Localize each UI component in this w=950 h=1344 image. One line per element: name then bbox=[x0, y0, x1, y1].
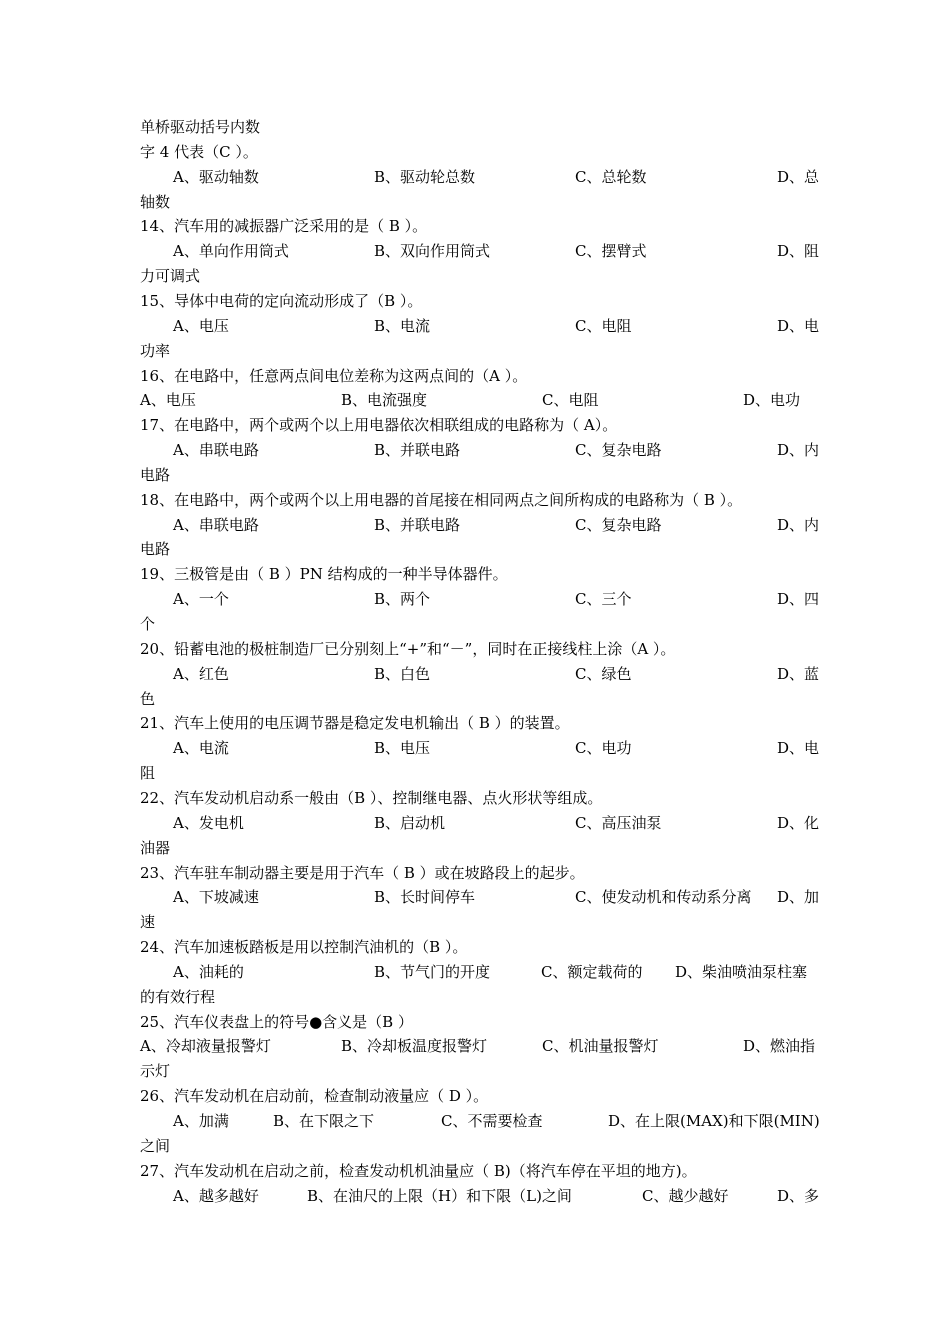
text-line: 油器 bbox=[140, 838, 171, 857]
options-row bbox=[140, 438, 820, 463]
option-c: C、电功 bbox=[575, 739, 632, 758]
text-line: 的有效行程 bbox=[140, 987, 216, 1006]
option-d: D、加 bbox=[777, 888, 820, 907]
option-a: A、越多越好 bbox=[173, 1186, 259, 1205]
option-d: D、内 bbox=[777, 515, 820, 534]
option-c: C、使发动机和传动系分离 bbox=[575, 888, 752, 907]
options-row bbox=[140, 165, 820, 190]
text-line: 功率 bbox=[140, 341, 171, 360]
option-b: B、驱动轮总数 bbox=[374, 167, 476, 186]
text-line: 14、汽车用的减振器广泛采用的是（ B ）。 bbox=[140, 217, 428, 236]
options-row bbox=[140, 960, 812, 985]
option-c: C、高压油泵 bbox=[575, 813, 662, 832]
option-d: D、柴油喷油泵柱塞 bbox=[675, 962, 808, 981]
text-line: 22、汽车发动机启动系一般由（B ）、控制继电器、点火形状等组成。 bbox=[140, 788, 603, 807]
options-row bbox=[140, 662, 820, 687]
option-b: B、并联电路 bbox=[374, 515, 461, 534]
options-row bbox=[140, 513, 820, 538]
option-c: C、总轮数 bbox=[575, 167, 647, 186]
text-line: 27、汽车发动机在启动之前，检查发动机机油量应（ B)（将汽车停在平坦的地方)。 bbox=[140, 1161, 697, 1180]
text-line: 23、汽车驻车制动器主要是用于汽车（ B ）或在坡路段上的起步。 bbox=[140, 863, 585, 882]
text-line: 电路 bbox=[140, 465, 171, 484]
option-a: A、电流 bbox=[173, 739, 229, 758]
text-line: 21、汽车上使用的电压调节器是稳定发电机输出（ B ）的装置。 bbox=[140, 714, 570, 733]
option-a: A、电压 bbox=[140, 391, 196, 410]
text-line: 之间 bbox=[140, 1136, 171, 1155]
text-line: 18、在电路中，两个或两个以上用电器的首尾接在相同两点之间所构成的电路称为（ B ）。 bbox=[140, 490, 743, 509]
option-b: B、两个 bbox=[374, 590, 431, 609]
option-d: D、燃油指 bbox=[743, 1037, 816, 1056]
text-line: 26、汽车发动机在启动前，检查制动液量应（ D ）。 bbox=[140, 1087, 489, 1106]
option-b: B、节气门的开度 bbox=[374, 962, 491, 981]
option-b: B、双向作用筒式 bbox=[374, 242, 491, 261]
text-line: 轴数 bbox=[140, 192, 171, 211]
option-d: D、总 bbox=[777, 167, 820, 186]
text-line: 24、汽车加速板踏板是用以控制汽油机的（B ）。 bbox=[140, 938, 468, 957]
option-a: A、红色 bbox=[173, 664, 229, 683]
text-line: 个 bbox=[140, 615, 156, 633]
options-row bbox=[140, 1184, 820, 1209]
options-row bbox=[140, 736, 820, 761]
option-c: C、复杂电路 bbox=[575, 441, 662, 460]
text-line: 色 bbox=[140, 689, 156, 708]
option-a: A、加满 bbox=[173, 1112, 229, 1130]
option-d: D、在上限(MAX)和下限(MIN) bbox=[608, 1112, 820, 1130]
text-line: 电路 bbox=[140, 540, 171, 559]
option-a: A、串联电路 bbox=[173, 515, 259, 534]
option-c: C、摆臂式 bbox=[575, 242, 647, 261]
option-d: D、阻 bbox=[777, 242, 820, 261]
option-c: C、绿色 bbox=[575, 664, 632, 683]
option-a: A、油耗的 bbox=[173, 962, 244, 981]
option-b: B、电流 bbox=[374, 316, 431, 335]
option-b: B、并联电路 bbox=[374, 441, 461, 460]
text-line: 17、在电路中，两个或两个以上用电器依次相联组成的电路称为（ A）。 bbox=[140, 416, 618, 435]
text-line: 单桥驱动括号内数 bbox=[140, 118, 261, 136]
option-d: D、电 bbox=[777, 316, 820, 335]
options-row bbox=[140, 239, 820, 264]
option-c: C、电阻 bbox=[542, 391, 599, 410]
option-a: A、一个 bbox=[173, 590, 229, 609]
option-b: B、冷却板温度报警灯 bbox=[341, 1037, 488, 1056]
option-d: D、多 bbox=[777, 1186, 820, 1205]
option-c: C、复杂电路 bbox=[575, 515, 662, 534]
options-row bbox=[140, 587, 820, 612]
options-row bbox=[140, 1034, 816, 1059]
option-a: A、驱动轴数 bbox=[173, 167, 259, 186]
text-line: 速 bbox=[140, 913, 156, 932]
option-c: C、额定载荷的 bbox=[541, 962, 643, 981]
option-d: D、蓝 bbox=[777, 664, 820, 683]
options-row bbox=[140, 811, 820, 836]
text-line: 16、在电路中，任意两点间电位差称为这两点间的（A ）。 bbox=[140, 366, 528, 385]
option-b: B、启动机 bbox=[374, 813, 446, 832]
option-a: A、串联电路 bbox=[173, 441, 259, 460]
option-c: C、越少越好 bbox=[642, 1186, 729, 1205]
option-d: D、内 bbox=[777, 441, 820, 460]
text-line: 阻 bbox=[140, 764, 156, 783]
option-d: D、四 bbox=[777, 590, 820, 609]
options-row bbox=[140, 314, 820, 339]
option-a: A、冷却液量报警灯 bbox=[140, 1037, 271, 1056]
option-b: B、白色 bbox=[374, 664, 431, 683]
text-line: 25、汽车仪表盘上的符号●含义是（B ） bbox=[140, 1012, 413, 1031]
option-b: B、在油尺的上限（H）和下限（L)之间 bbox=[307, 1186, 572, 1205]
option-d: D、电 bbox=[777, 739, 820, 758]
option-a: A、发电机 bbox=[173, 813, 244, 832]
option-b: B、电压 bbox=[374, 739, 431, 758]
option-d: D、电功 bbox=[743, 391, 801, 410]
option-b: B、长时间停车 bbox=[374, 888, 476, 907]
text-line: 19、三极管是由（ B ）PN 结构成的一种半导体器件。 bbox=[140, 565, 508, 584]
text-line: 字 4 代表（C ）。 bbox=[140, 142, 258, 161]
options-row bbox=[140, 885, 820, 910]
option-d: D、化 bbox=[777, 813, 820, 832]
option-b: B、在下限之下 bbox=[273, 1112, 375, 1130]
option-c: C、机油量报警灯 bbox=[542, 1037, 659, 1056]
option-a: A、单向作用筒式 bbox=[173, 242, 289, 261]
option-a: A、下坡减速 bbox=[173, 888, 259, 907]
options-row bbox=[140, 388, 812, 413]
text-line: 示灯 bbox=[140, 1062, 171, 1081]
option-a: A、电压 bbox=[173, 316, 229, 335]
options-row bbox=[140, 1109, 820, 1134]
text-line: 力可调式 bbox=[140, 267, 201, 286]
option-c: C、不需要检查 bbox=[441, 1112, 543, 1130]
text-line: 15、导体中电荷的定向流动形成了（B ）。 bbox=[140, 291, 423, 310]
option-c: C、三个 bbox=[575, 590, 632, 609]
option-c: C、电阻 bbox=[575, 316, 632, 335]
option-b: B、电流强度 bbox=[341, 391, 428, 410]
text-line: 20、铅蓄电池的极桩制造厂已分别刻上“+”和“－”，同时在正接线柱上涂（A ）。 bbox=[140, 639, 676, 658]
